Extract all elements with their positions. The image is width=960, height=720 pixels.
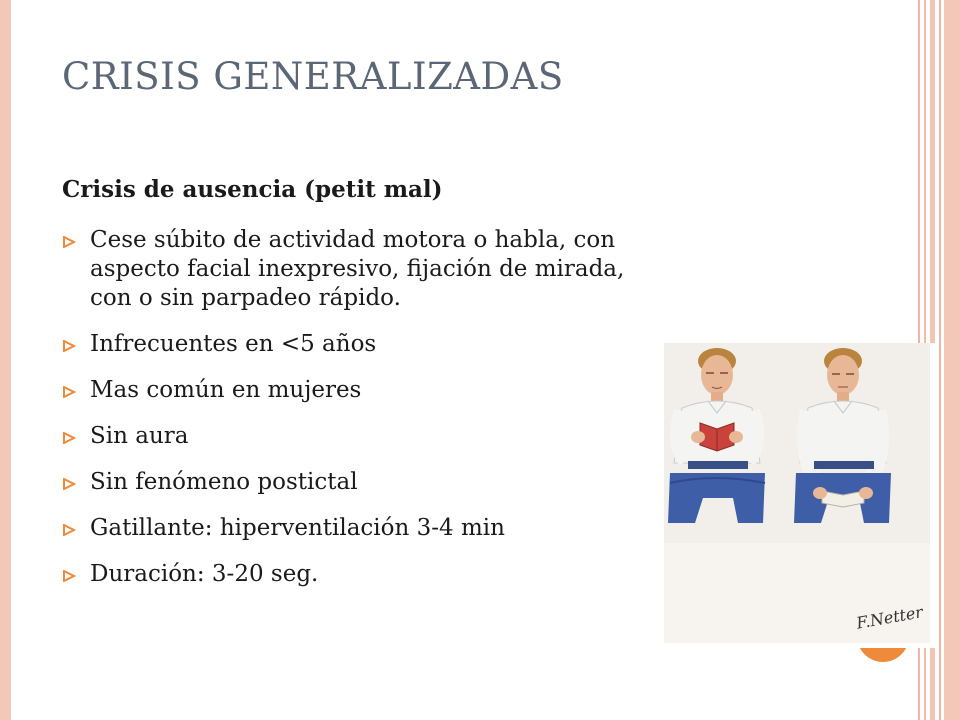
boy-figure-right [794, 348, 891, 523]
bullet-item [62, 330, 652, 359]
bullet-list [62, 226, 652, 606]
bullet-item [62, 468, 652, 497]
two-seated-boys-reading-illustration [660, 343, 936, 648]
bullet-item [62, 514, 652, 543]
hollow-triangle-bullet-icon [62, 524, 76, 536]
seated-figures-drawing [660, 343, 936, 648]
hollow-triangle-bullet-icon [62, 340, 76, 352]
bullet-item [62, 560, 652, 589]
bullet-text: Infrecuentes en <5 años [90, 331, 377, 357]
hollow-triangle-bullet-icon [62, 432, 76, 444]
hollow-triangle-bullet-icon [62, 478, 76, 490]
bullet-item [62, 376, 652, 405]
hollow-triangle-bullet-icon [62, 570, 76, 582]
bullet-item [62, 226, 652, 313]
bullet-text: Duración: 3-20 seg. [90, 561, 319, 587]
hollow-triangle-bullet-icon [62, 236, 76, 248]
slide-subtitle: Crisis de ausencia (petit mal) [62, 176, 443, 203]
bullet-text: Cese súbito de actividad motora o habla, con aspecto facial inexpresivo, fijación de mirada, con o sin parpadeo rápido. [90, 227, 625, 311]
bullet-item [62, 422, 652, 451]
bullet-text: Gatillante: hiperventilación 3-4 min [90, 515, 505, 541]
slide-title: CRISIS GENERALIZADAS [62, 55, 564, 98]
bullet-text: Mas común en mujeres [90, 377, 362, 403]
bullet-text: Sin fenómeno postictal [90, 469, 358, 495]
boy-figure-left [668, 348, 765, 523]
right-stripe-decoration [944, 0, 960, 720]
artist-signature: F.Netter [854, 602, 925, 633]
bullet-text: Sin aura [90, 423, 189, 449]
right-stripe-decoration [939, 0, 941, 720]
hollow-triangle-bullet-icon [62, 386, 76, 398]
left-border-decoration [0, 0, 11, 720]
